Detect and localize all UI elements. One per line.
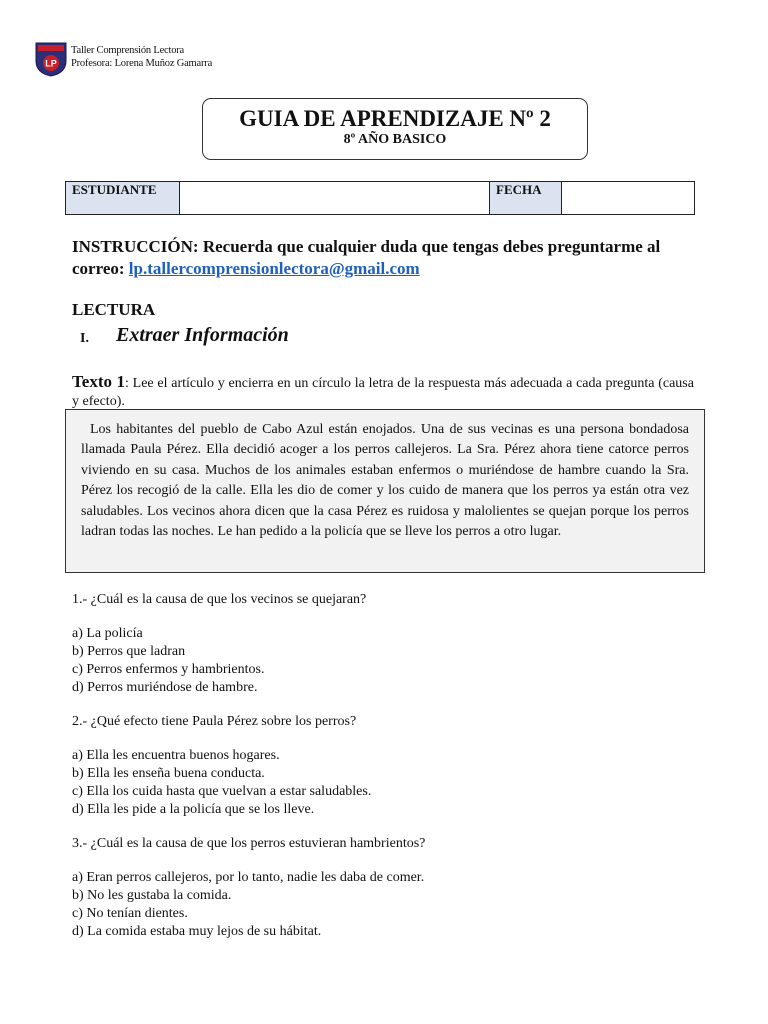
option-2c[interactable]: c) Ella los cuida hasta que vuelvan a estar saludables.	[72, 784, 372, 799]
student-label: ESTUDIANTE	[66, 182, 180, 215]
page-subtitle: 8º AÑO BASICO	[343, 132, 447, 147]
option-3b[interactable]: b) No les gustaba la comida.	[72, 888, 232, 903]
header-teacher: Profesora: Lorena Muñoz Gamarra	[71, 57, 213, 69]
option-1b[interactable]: b) Perros que ladran	[72, 644, 186, 659]
student-info-table	[65, 181, 695, 215]
questions-list	[72, 591, 712, 957]
header-text	[71, 45, 212, 70]
lectura-heading: LECTURA	[72, 300, 156, 319]
school-logo	[34, 41, 68, 77]
logo-lettering: LP	[45, 58, 57, 69]
reading-passage: Los habitantes del pueblo de Cabo Azul están enojados. Una de sus vecinas es una persona bondadosa llamada Paula Pérez. Ella decidió acoger a los perros callejeros. La Sra. Pérez ahora tiene catorce perros viviendo en su casa. Muchos de los animales estaban enfermos o muriéndose de hambre cuando la Sra. Pérez los recogió de la calle. Ella les dio de comer y los cuido de manera que los perros ya están otra vez saludables. Los vecinos ahora dicen que la casa Pérez es ruidosa y malolientes se quejan porque los perros ladran todas las noches. Le han pedido a la policía que se lleve los perros a otro lugar.	[65, 409, 705, 573]
section-number: I.	[80, 331, 89, 346]
instruction	[72, 236, 712, 280]
header-workshop: Taller Comprensión Lectora	[71, 45, 185, 56]
section-title: Extraer Información	[116, 324, 289, 346]
question-2-options	[72, 747, 712, 819]
date-field[interactable]	[562, 182, 695, 215]
option-1d[interactable]: d) Perros muriéndose de hambre.	[72, 680, 258, 695]
text-label: Texto 1	[72, 372, 125, 391]
text-instructions-body: : Lee el artículo y encierra en un círculo la letra de la respuesta más adecuada a cada pregunta (causa y efecto).	[72, 376, 694, 409]
option-2b[interactable]: b) Ella les enseña buena conducta.	[72, 766, 265, 781]
title-box	[202, 98, 588, 160]
option-3d[interactable]: d) La comida estaba muy lejos de su hábitat.	[72, 924, 322, 939]
option-3c[interactable]: c) No tenían dientes.	[72, 906, 188, 921]
option-1a[interactable]: a) La policía	[72, 626, 143, 641]
option-3a[interactable]: a) Eran perros callejeros, por lo tanto, nadie les daba de comer.	[72, 870, 425, 885]
question-2: 2.- ¿Qué efecto tiene Paula Pérez sobre los perros?	[72, 714, 357, 729]
student-name-field[interactable]	[180, 182, 490, 215]
question-3: 3.- ¿Cuál es la causa de que los perros estuvieran hambrientos?	[72, 836, 426, 851]
question-1-options	[72, 625, 712, 697]
text-instructions	[72, 373, 694, 411]
date-label: FECHA	[490, 182, 562, 215]
option-2d[interactable]: d) Ella les pide a la policía que se los lleve.	[72, 802, 315, 817]
page-title: GUIA DE APRENDIZAJE Nº 2	[239, 106, 551, 131]
option-2a[interactable]: a) Ella les encuentra buenos hogares.	[72, 748, 280, 763]
question-1: 1.- ¿Cuál es la causa de que los vecinos se quejaran?	[72, 592, 367, 607]
question-3-options	[72, 869, 712, 941]
email-link[interactable]: lp.tallercomprensionlectora@gmail.com	[128, 259, 420, 278]
option-1c[interactable]: c) Perros enfermos y hambrientos.	[72, 662, 265, 677]
instruction-text: INSTRUCCIÓN: Recuerda que cualquier duda que tengas debes preguntarme al correo:	[72, 237, 661, 278]
